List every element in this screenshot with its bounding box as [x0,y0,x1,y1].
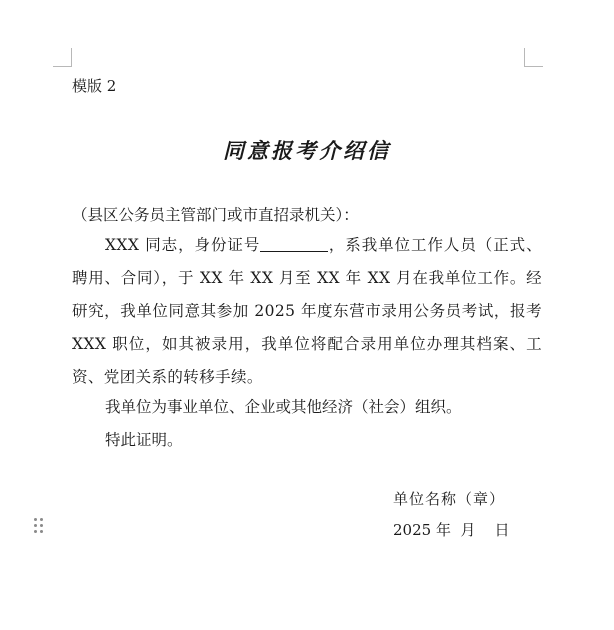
letter-title: 同意报考介绍信 [223,138,391,163]
signature-date: 2025 年 月 日 [393,521,510,539]
drag-handle-icon[interactable] [34,518,44,534]
body-paragraph-closing: 特此证明。 [105,431,183,449]
addressee-line: （县区公务员主管部门或市直招录机关）： [72,206,359,224]
template-label: 模版 2 [72,77,117,95]
applicant-name: XXX [105,236,140,254]
body-text-continuation: ，系我单位工作人员（正式、聘用、合同），于 XX 年 XX 月至 XX 年 XX 月在我单位工作。经研究，我单位同意其参加 2025 年度东营市录用公务员考试，报考 XXX 职位，如其被录用，我单位将配合录用单位办理其档案、工资、党团关系的转移手续。 [72,236,543,386]
body-paragraph-employer-type: 我单位为事业单位、企业或其他经济（社会）组织。 [105,398,462,416]
body-paragraph-main [72,229,542,394]
crop-mark-top-right [524,48,543,67]
id-number-blank [260,235,328,252]
body-text-id-lead: 同志，身份证号 [145,236,261,254]
crop-mark-top-left [53,48,72,67]
signature-org-name: 单位名称（章） [393,490,506,508]
